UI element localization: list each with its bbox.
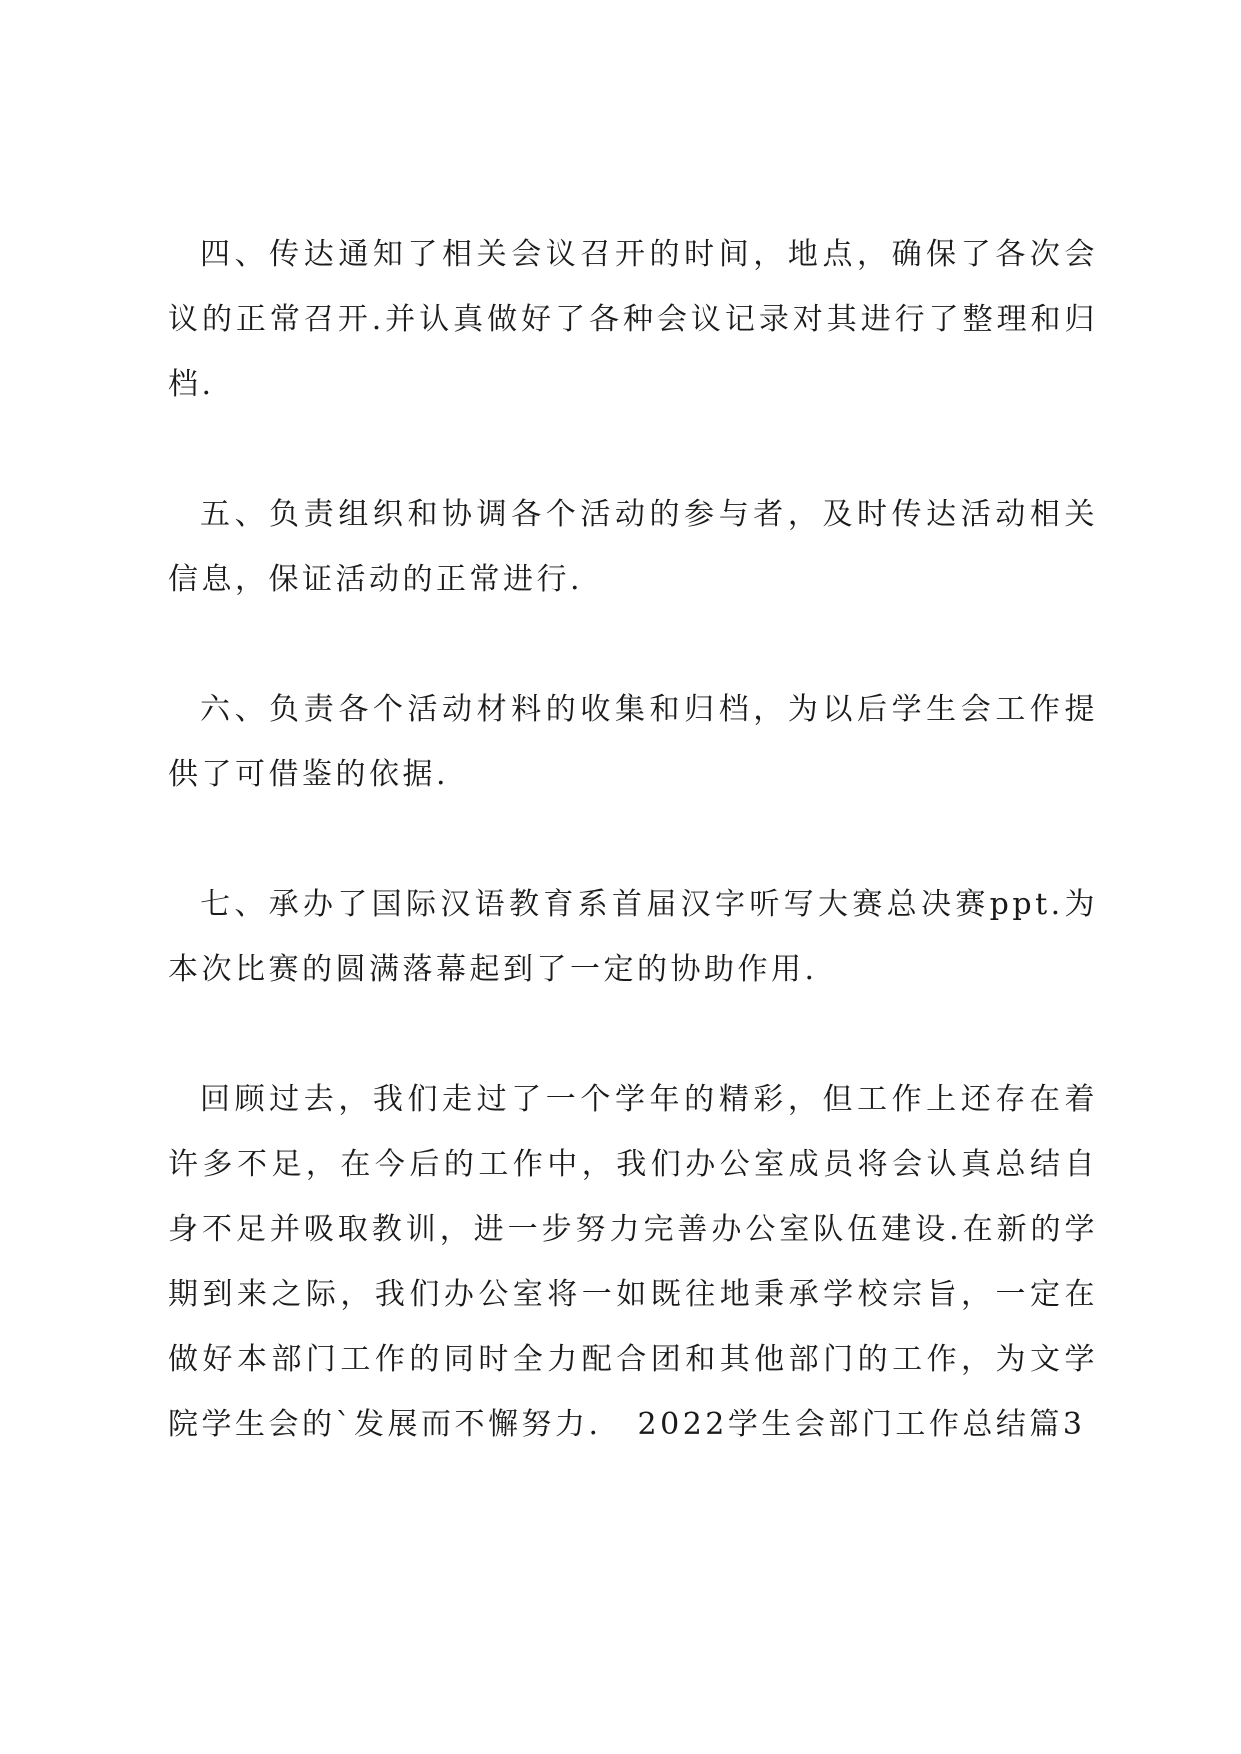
document-body <box>168 222 1098 1457</box>
paragraph-item-7: 七、承办了国际汉语教育系首届汉字听写大赛总决赛ppt.为本次比赛的圆满落幕起到了一定的协助作用. <box>168 887 1098 987</box>
paragraph-item-6: 六、负责各个活动材料的收集和归档，为以后学生会工作提供了可借鉴的依据. <box>168 692 1098 792</box>
paragraph-item-5: 五、负责组织和协调各个活动的参与者，及时传达活动相关信息，保证活动的正常进行. <box>168 497 1098 597</box>
paragraph-item-4: 四、传达通知了相关会议召开的时间，地点，确保了各次会议的正常召开.并认真做好了各种会议记录对其进行了整理和归档. <box>168 237 1098 402</box>
next-section-heading: 2022学生会部门工作总结篇3 <box>637 1407 1086 1442</box>
paragraph-review-text: 回顾过去，我们走过了一个学年的精彩，但工作上还存在着许多不足，在今后的工作中，我们办公室成员将会认真总结自身不足并吸取教训，进一步努力完善办公室队伍建设.在新的学期到来之际，我们办公室将一如既往地秉承学校宗旨，一定在做好本部门工作的同时全力配合团和其他部门的工作，为文学院学生会的`发展而不懈努力. <box>168 1082 1098 1442</box>
paragraph-review <box>168 1067 1098 1457</box>
